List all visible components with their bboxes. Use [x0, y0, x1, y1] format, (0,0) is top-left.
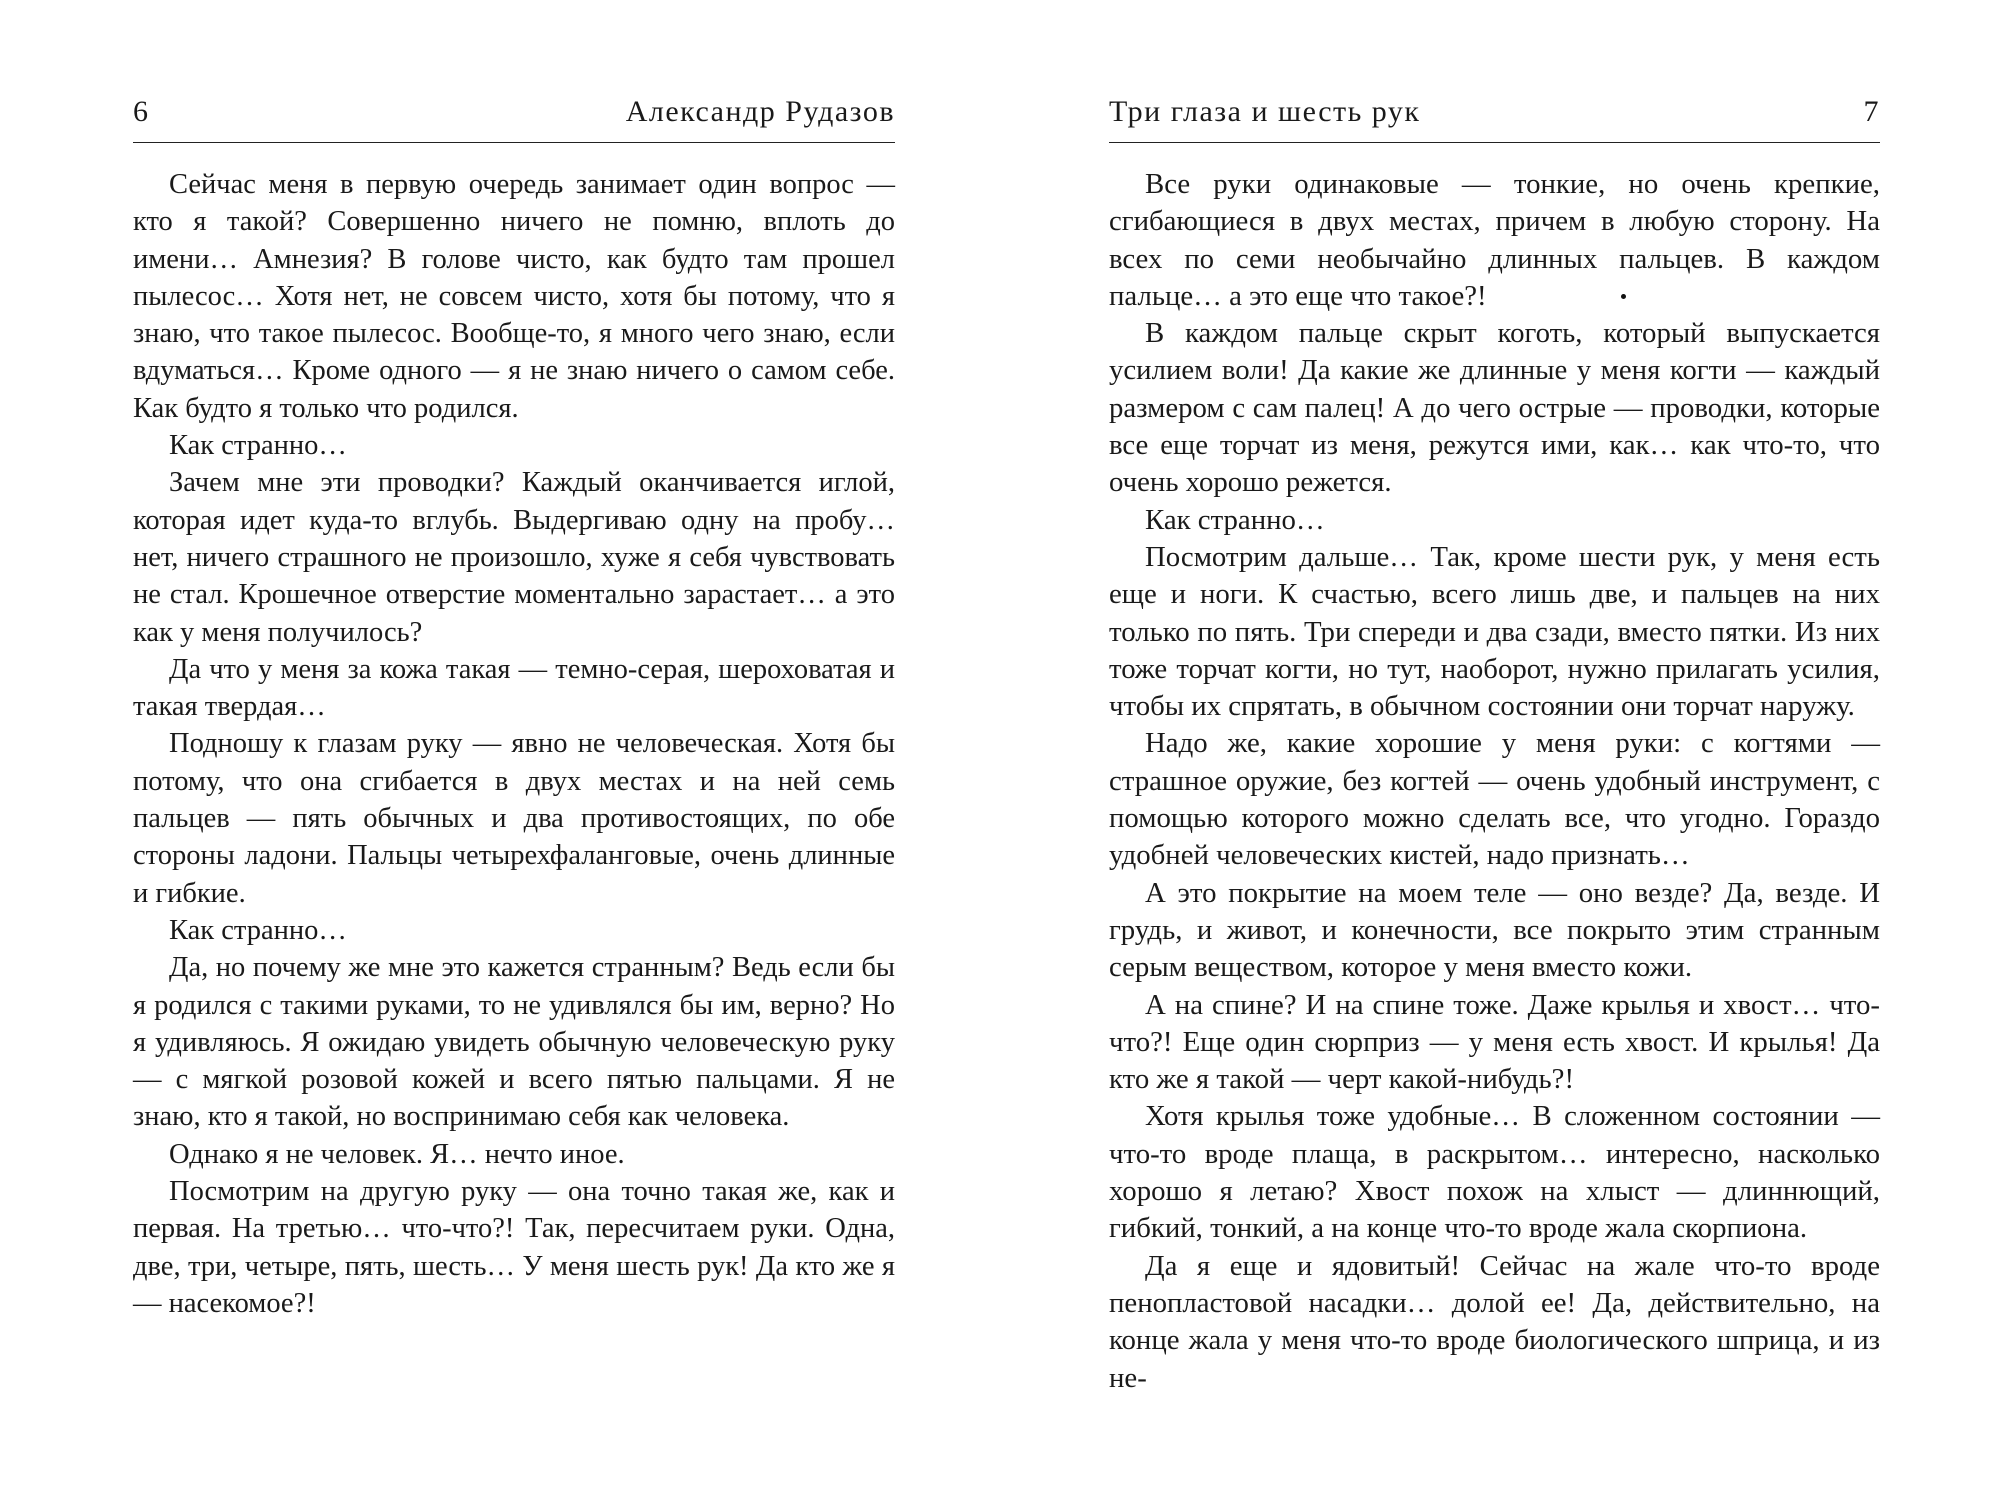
right-page — [1109, 0, 1880, 1497]
paragraph: Зачем мне эти проводки? Каждый оканчивается иглой, которая идет куда-то вглубь. Выдергиваю одну на пробу… нет, ничего страшного не произошло, хуже я себя чувствовать не стал. Крошечное отверстие моментально зарастает… а это как у меня получилось? — [133, 467, 895, 648]
paragraph: Как странно… — [169, 914, 347, 946]
left-running-title: Александр Рудазов — [625, 95, 895, 128]
paragraph: В каждом пальце скрыт коготь, который выпускается усилием воли! Да какие же длинные у меня когти — каждый размером с сам палец! А до чего острые — проводки, которые все еще торчат из меня, режутся ими, как… как что-то, что очень хорошо режется. — [1109, 317, 1880, 499]
paragraph: Посмотрим дальше… Так, кроме шести рук, у меня есть еще и ноги. К счастью, всего лишь две, и пальцев на них только по пять. Три спереди и два сзади, вместо пятки. Из них тоже торчат когти, но тут, наоборот, нужно прилагать усилия, чтобы их спрятать, в обычном состоянии они торчат наружу. — [1109, 540, 1880, 723]
left-page — [133, 0, 895, 1497]
left-body-text — [133, 166, 895, 1322]
print-speck — [1621, 294, 1626, 299]
left-page-number: 6 — [133, 95, 150, 128]
left-running-head — [133, 90, 895, 134]
right-running-head — [1109, 90, 1880, 134]
paragraph: Как странно… — [1145, 503, 1325, 536]
right-running-title: Три глаза и шесть рук — [1109, 95, 1421, 128]
paragraph: А это покрытие на моем теле — оно везде? Да, везде. И грудь, и живот, и конечности, все покрыто этим странным серым веществом, которое у меня вместо кожи. — [1109, 876, 1880, 984]
paragraph: Да, но почему же мне это кажется странным? Ведь если бы я родился с такими руками, то не удивлялся бы им, верно? Но я удивляюсь. Я ожидаю увидеть обычную человеческую руку — с мягкой розовой кожей и всего пятью пальцами. Я не знаю, кто я такой, но воспринимаю себя как человека. — [133, 952, 895, 1133]
paragraph: Хотя крылья тоже удобные… В сложенном состоянии — что-то вроде плаща, в раскрытом… интересно, насколько хорошо я летаю? Хвост похож на хлыст — длиннющий, гибкий, тонкий, а на конце что-то вроде жала скорпиона. — [1109, 1100, 1880, 1245]
paragraph: Как странно… — [169, 430, 347, 462]
right-body-text — [1109, 166, 1880, 1397]
paragraph: Надо же, какие хорошие у меня руки: с когтями — страшное оружие, без когтей — очень удобный инструмент, с помощью которого можно сделать все, что угодно. Гораздо удобней человеческих кистей, надо признать… — [1109, 727, 1880, 872]
paragraph: Однако я не человек. Я… нечто иное. — [169, 1138, 625, 1170]
paragraph: Да я еще и ядовитый! Сейчас на жале что-то вроде пенопластовой насадки… долой ее! Да, действительно, на конце жала у меня что-то вроде биологического шприца, и из не- — [1109, 1249, 1880, 1394]
paragraph: Все руки одинаковые — тонкие, но очень крепкие, сгибающиеся в двух местах, причем в любую сторону. На всех по семи необычайно длинных пальцев. В каждом пальце… а это еще что такое?! — [1109, 168, 1880, 312]
left-head-rule — [133, 142, 895, 143]
paragraph: Подношу к глазам руку — явно не человеческая. Хотя бы потому, что она сгибается в двух местах и на ней семь пальцев — пять обычных и два противостоящих, по обе стороны ладони. Пальцы четырехфаланговые, очень длинные и гибкие. — [133, 728, 895, 909]
paragraph: Посмотрим на другую руку — она точно такая же, как и первая. На третью… что-что?! Так, пересчитаем руки. Одна, две, три, четыре, пять, шесть… У меня шесть рук! Да кто же я — насекомое?! — [133, 1176, 895, 1319]
paragraph: Сейчас меня в первую очередь занимает один вопрос — кто я такой? Совершенно ничего не помню, вплоть до имени… Амнезия? В голове чисто, как будто там прошел пылесос… Хотя нет, не совсем чисто, хотя бы потому, что я знаю, что такое пылесос. Вообще-то, я много чего знаю, если вдуматься… Кроме одного — я не знаю ничего о самом себе. Как будто я только что родился. — [133, 169, 895, 424]
paragraph: Да что у меня за кожа такая — темно-серая, шероховатая и такая твердая… — [133, 653, 895, 723]
right-page-number: 7 — [1863, 95, 1880, 128]
right-head-rule — [1109, 142, 1880, 143]
paragraph: А на спине? И на спине тоже. Даже крылья и хвост… что-что?! Еще один сюрприз — у меня есть хвост. И крылья! Да кто же я такой — черт какой-нибудь?! — [1109, 988, 1880, 1096]
